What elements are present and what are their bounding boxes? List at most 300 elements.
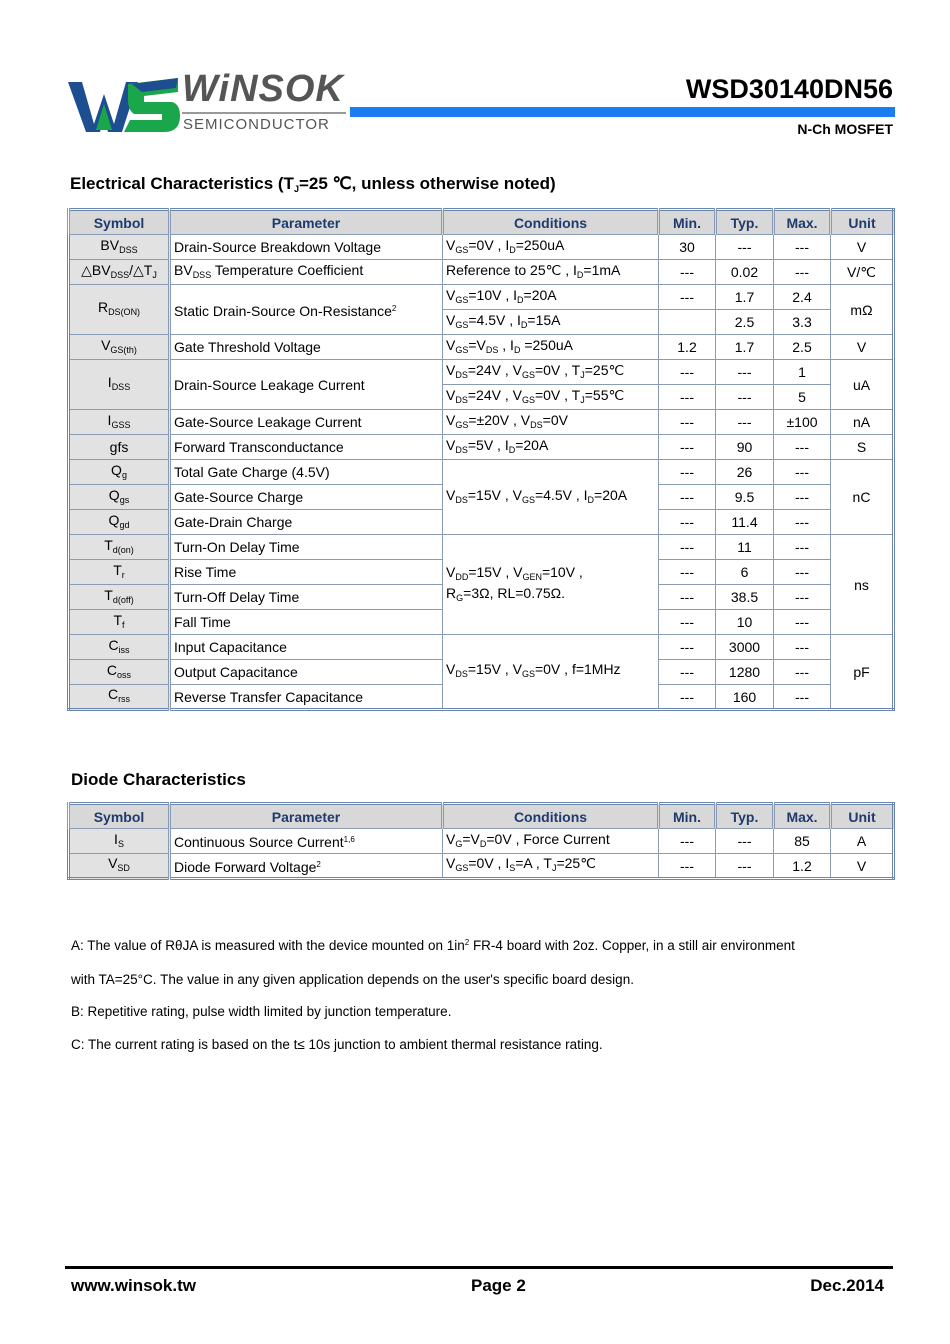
- subscript: D: [576, 269, 584, 280]
- footer-page: Page 2: [471, 1276, 526, 1295]
- text: ---: [680, 614, 694, 630]
- note-a-cont: [71, 972, 634, 987]
- text: Drain-Source Leakage Current: [174, 376, 365, 393]
- table-row: [69, 435, 894, 460]
- subscript: J: [293, 184, 299, 194]
- value-cell: [831, 285, 894, 335]
- value-cell: [716, 385, 774, 410]
- table-row: [69, 535, 894, 560]
- text: I: [107, 411, 112, 428]
- text: C: [108, 636, 119, 653]
- note-b: [71, 1004, 451, 1019]
- text: ---: [680, 514, 694, 530]
- text: Total Gate Charge (4.5V): [174, 464, 330, 480]
- text: ---: [680, 539, 694, 555]
- value-cell: [774, 854, 831, 879]
- text: ---: [680, 414, 694, 430]
- text: =A , T: [515, 855, 552, 871]
- text: BV: [174, 261, 193, 278]
- parameter-cell: [170, 360, 443, 410]
- text: V: [446, 661, 456, 677]
- parameter-cell: [170, 410, 443, 435]
- subscript: GS: [455, 294, 469, 305]
- value-cell: [831, 235, 894, 260]
- value-cell: [831, 535, 894, 635]
- value-cell: [659, 585, 716, 610]
- text: ---: [737, 364, 752, 380]
- value-cell: [659, 635, 716, 660]
- text: 11.4: [731, 514, 758, 530]
- text: ---: [680, 639, 694, 655]
- table-row: [69, 335, 894, 360]
- parameter-cell: [170, 535, 443, 560]
- conditions-cell: [443, 635, 659, 710]
- subscript: G: [456, 592, 464, 603]
- value-cell: [774, 510, 831, 535]
- subscript: D: [513, 344, 521, 355]
- text: =10V , I: [468, 286, 518, 303]
- superscript: 2: [391, 303, 397, 313]
- electrical-title: [70, 174, 556, 194]
- text: 1.7: [734, 339, 755, 355]
- text: 38.5: [730, 589, 759, 605]
- brand-name: WiNSOK: [182, 68, 344, 110]
- footer-website[interactable]: www.winsok.tw: [71, 1276, 196, 1295]
- parameter-cell: [170, 610, 443, 635]
- text: 10: [736, 614, 753, 630]
- text: Turn-Off Delay Time: [174, 589, 300, 605]
- text: I: [107, 374, 112, 390]
- table-row: [69, 360, 894, 385]
- value-cell: [774, 585, 831, 610]
- value-cell: [774, 610, 831, 635]
- value-cell: [659, 610, 716, 635]
- text: 2.4: [792, 289, 812, 305]
- text: Rise Time: [174, 564, 237, 580]
- subscript: r: [121, 569, 125, 580]
- value-cell: [716, 360, 774, 385]
- conditions-cell: [443, 410, 659, 435]
- symbol-cell: [69, 585, 170, 610]
- parameter-cell: [170, 485, 443, 510]
- value-cell: [716, 460, 774, 485]
- value-cell: [659, 360, 716, 385]
- symbol-cell: [69, 610, 170, 635]
- parameter-cell: [170, 854, 443, 879]
- subscript: f: [122, 619, 125, 630]
- parameter-cell: [170, 560, 443, 585]
- subscript: GS: [455, 419, 469, 430]
- value-cell: [716, 235, 774, 260]
- column-header-conditions: Conditions: [443, 804, 659, 829]
- text: ---: [795, 664, 809, 680]
- text: =±20V , V: [468, 411, 531, 428]
- text: Drain-Source Breakdown Voltage: [174, 239, 382, 255]
- subscript: iss: [118, 644, 130, 655]
- column-header-parameter: Parameter: [170, 210, 443, 235]
- text: /△T: [129, 261, 153, 278]
- text: ---: [680, 688, 694, 705]
- subscript: D: [508, 444, 516, 455]
- text: mΩ: [850, 301, 873, 318]
- subscript: rss: [118, 694, 131, 704]
- symbol-cell: [69, 485, 170, 510]
- subscript: DS: [455, 669, 468, 679]
- column-header-max: Max.: [774, 210, 831, 235]
- value-cell: [774, 335, 831, 360]
- subscript: DS: [455, 494, 468, 505]
- subscript: S: [509, 863, 516, 873]
- subscript: G: [455, 838, 463, 849]
- text: =15V , V: [467, 486, 522, 503]
- text: 11: [737, 539, 752, 555]
- text: 5: [798, 389, 806, 405]
- value-cell: [774, 260, 831, 285]
- subscript: S: [117, 838, 124, 849]
- subscript: GS: [521, 394, 535, 405]
- text: Q: [108, 511, 120, 528]
- value-cell: [774, 385, 831, 410]
- value-cell: [659, 854, 716, 879]
- text: ---: [795, 564, 809, 580]
- text: ---: [795, 439, 809, 455]
- parameter-cell: [170, 335, 443, 360]
- value-cell: [659, 660, 716, 685]
- text: =0V , I: [468, 855, 510, 871]
- subscript: GS(th): [110, 344, 137, 355]
- text: nA: [852, 414, 871, 430]
- value-cell: [774, 410, 831, 435]
- subscript: DSS: [192, 269, 212, 280]
- value-cell: [659, 335, 716, 360]
- symbol-cell: [69, 460, 170, 485]
- value-cell: [774, 635, 831, 660]
- text: ---: [680, 664, 694, 680]
- conditions-cell: [443, 829, 659, 854]
- text: V: [446, 386, 456, 403]
- subscript: d(on): [112, 544, 134, 555]
- subscript: J: [580, 369, 585, 380]
- text: =24V , V: [467, 386, 522, 403]
- text: nC: [852, 489, 871, 505]
- text: ---: [680, 489, 694, 505]
- text: ---: [680, 389, 694, 405]
- text: =20A: [523, 286, 557, 303]
- subscript: DD: [455, 571, 469, 582]
- text: =250uA: [520, 336, 574, 353]
- text: V: [856, 857, 867, 874]
- value-cell: [774, 685, 831, 710]
- text: V: [446, 336, 456, 353]
- text: ---: [680, 464, 694, 480]
- symbol-cell: [69, 560, 170, 585]
- value-cell: [716, 685, 774, 710]
- text: V/℃: [847, 264, 876, 280]
- value-cell: [659, 829, 716, 854]
- text: ---: [737, 833, 752, 849]
- conditions-cell: [443, 360, 659, 385]
- text: FR-4 board with 2oz. Copper, in a still air environment: [469, 938, 795, 953]
- parameter-cell: [170, 635, 443, 660]
- text: V: [446, 286, 456, 303]
- text: 1.7: [734, 289, 755, 305]
- value-cell: [716, 560, 774, 585]
- parameter-cell: [170, 660, 443, 685]
- value-cell: [659, 260, 716, 285]
- text: =V: [462, 830, 480, 847]
- subscript: J: [551, 863, 557, 873]
- text: Q: [108, 486, 120, 503]
- subscript: GS: [521, 369, 535, 380]
- footer-date: Dec.2014: [810, 1276, 884, 1295]
- text: Output Capacitance: [174, 664, 298, 680]
- text: 30: [679, 239, 695, 255]
- symbol-cell: [69, 854, 170, 879]
- text: Diode Characteristics: [71, 770, 246, 789]
- text: Gate-Source Leakage Current: [174, 414, 362, 430]
- subscript: D: [479, 838, 487, 849]
- value-cell: [716, 535, 774, 560]
- symbol-cell: [69, 635, 170, 660]
- subscript: oss: [117, 669, 132, 680]
- text: ---: [680, 289, 694, 305]
- value-cell: [831, 460, 894, 535]
- subscript: DS: [455, 444, 468, 455]
- conditions-cell: [443, 854, 659, 879]
- subscript: DSS: [111, 382, 131, 392]
- value-cell: [716, 285, 774, 310]
- conditions-cell: [443, 435, 659, 460]
- conditions-cell: [443, 335, 659, 360]
- subscript: GS: [521, 494, 535, 505]
- text: Input Capacitance: [174, 639, 287, 655]
- superscript: 1,6: [343, 835, 355, 844]
- value-cell: [716, 485, 774, 510]
- winsok-logo: [68, 68, 348, 136]
- text: ---: [680, 857, 694, 874]
- text: =1mA: [583, 261, 621, 278]
- text: 0.02: [730, 264, 759, 280]
- symbol-cell: [69, 829, 170, 854]
- subscript: J: [580, 394, 585, 405]
- text: =4.5V , I: [534, 486, 588, 503]
- text: =4.5V , I: [468, 311, 521, 328]
- text: gfs: [109, 439, 129, 455]
- parameter-cell: [170, 829, 443, 854]
- header-row: [69, 210, 894, 235]
- text: Static Drain-Source On-Resistance: [174, 302, 392, 319]
- value-cell: [659, 310, 716, 335]
- text: 1.2: [792, 857, 812, 874]
- text: =0V , I: [468, 236, 510, 253]
- conditions-cell: [443, 285, 659, 310]
- subscript: GS: [455, 863, 469, 873]
- text: ---: [737, 414, 752, 430]
- value-cell: [659, 560, 716, 585]
- superscript: 2: [316, 859, 321, 869]
- value-cell: [774, 360, 831, 385]
- text: Gate-Source Charge: [174, 489, 304, 505]
- symbol-cell: [69, 410, 170, 435]
- text: V: [446, 830, 456, 847]
- value-cell: [659, 435, 716, 460]
- text: =24V , V: [467, 361, 522, 378]
- text: =250uA: [515, 236, 565, 253]
- column-header-symbol: Symbol: [69, 804, 170, 829]
- text: =0V , T: [534, 361, 581, 378]
- text: =5V , I: [467, 436, 509, 453]
- table-row: [69, 260, 894, 285]
- subscript: gs: [119, 494, 130, 505]
- subscript: J: [152, 269, 157, 280]
- text: I: [114, 830, 118, 847]
- text: V: [108, 855, 118, 871]
- subscript: d(off): [112, 594, 134, 605]
- value-cell: [716, 635, 774, 660]
- value-cell: [659, 460, 716, 485]
- text: =0V , T: [534, 386, 581, 403]
- text: ---: [680, 264, 694, 280]
- conditions-cell: [443, 535, 659, 635]
- value-cell: [774, 235, 831, 260]
- value-cell: [774, 829, 831, 854]
- text: V: [446, 361, 456, 378]
- value-cell: [716, 310, 774, 335]
- text: ---: [795, 589, 809, 605]
- conditions-cell: [443, 385, 659, 410]
- text: Continuous Source Current: [174, 834, 344, 850]
- column-header-min: Min.: [659, 210, 716, 235]
- table-row: [69, 410, 894, 435]
- value-cell: [831, 410, 894, 435]
- symbol-cell: [69, 510, 170, 535]
- value-cell: [716, 854, 774, 879]
- text: =15V , V: [467, 661, 522, 677]
- symbol-cell: [69, 435, 170, 460]
- value-cell: [831, 854, 894, 879]
- parameter-cell: [170, 685, 443, 710]
- text: Reverse Transfer Capacitance: [174, 688, 364, 705]
- text: with TA=25°C. The value in any given application depends on the user's specific board design.: [71, 972, 634, 987]
- text: Fall Time: [174, 614, 231, 630]
- value-cell: [659, 410, 716, 435]
- text: =20A: [515, 436, 549, 453]
- note-a: [71, 938, 795, 953]
- value-cell: [716, 260, 774, 285]
- text: 3000: [728, 639, 761, 655]
- text: 90: [736, 439, 753, 455]
- subscript: DS: [485, 344, 499, 355]
- text: Reference to 25℃ , I: [446, 261, 577, 278]
- text: Gate-Drain Charge: [174, 514, 293, 530]
- text: V: [446, 486, 456, 503]
- text: S: [856, 439, 867, 455]
- subscript: DS: [530, 419, 543, 430]
- parameter-cell: [170, 285, 443, 335]
- text: =0V , f=1MHz: [534, 661, 621, 677]
- text: ---: [680, 589, 694, 605]
- value-cell: [716, 410, 774, 435]
- text: Q: [111, 461, 122, 478]
- conditions-cell: [443, 460, 659, 535]
- symbol-cell: [69, 535, 170, 560]
- text: T: [113, 561, 122, 578]
- symbol-cell: [69, 685, 170, 710]
- header-row: [69, 804, 894, 829]
- part-number: WSD30140DN56: [685, 74, 893, 104]
- value-cell: [774, 485, 831, 510]
- value-cell: [831, 829, 894, 854]
- text: V: [446, 411, 456, 428]
- text: ---: [680, 439, 694, 455]
- value-cell: [831, 360, 894, 410]
- text: V: [446, 855, 456, 871]
- text: T: [113, 611, 123, 628]
- text: BV: [100, 236, 120, 253]
- text: ---: [795, 464, 809, 480]
- text: 2.5: [734, 314, 755, 330]
- text: ±100: [786, 414, 818, 430]
- text: uA: [852, 376, 871, 393]
- text: ---: [795, 514, 809, 530]
- text: ---: [795, 239, 809, 255]
- value-cell: [774, 460, 831, 485]
- text: V: [446, 563, 456, 580]
- value-cell: [716, 510, 774, 535]
- value-cell: [659, 485, 716, 510]
- subscript: gd: [119, 519, 130, 530]
- text: C: [106, 661, 118, 678]
- subscript: D: [517, 294, 524, 305]
- text: T: [104, 536, 113, 553]
- text: 160: [732, 688, 757, 705]
- diode-title: [71, 770, 246, 790]
- value-cell: [774, 660, 831, 685]
- parameter-cell: [170, 260, 443, 285]
- text: pF: [853, 663, 870, 680]
- text: 85: [794, 833, 810, 849]
- text: 2.5: [792, 339, 812, 355]
- symbol-cell: [69, 360, 170, 410]
- parameter-cell: [170, 585, 443, 610]
- text: ---: [795, 264, 809, 280]
- value-cell: [659, 285, 716, 310]
- value-cell: [716, 610, 774, 635]
- value-cell: [659, 235, 716, 260]
- text: ---: [795, 614, 809, 630]
- device-type: N-Ch MOSFET: [797, 121, 893, 137]
- text: 1280: [728, 664, 761, 680]
- column-header-parameter: Parameter: [170, 804, 443, 829]
- value-cell: [774, 285, 831, 310]
- text: =15V , V: [468, 563, 523, 580]
- column-header-unit: Unit: [831, 804, 894, 829]
- text: =0V , Force Current: [486, 830, 610, 847]
- text: 3.3: [792, 314, 812, 330]
- column-header-min: Min.: [659, 804, 716, 829]
- value-cell: [831, 435, 894, 460]
- column-header-max: Max.: [774, 804, 831, 829]
- conditions-cell: [443, 310, 659, 335]
- subscript: GS: [455, 319, 469, 330]
- parameter-cell: [170, 460, 443, 485]
- text: R: [97, 299, 109, 315]
- text: V: [856, 339, 867, 355]
- text: ---: [737, 857, 752, 874]
- note-c: [71, 1037, 603, 1052]
- symbol-cell: [69, 335, 170, 360]
- subscript: GS: [455, 244, 469, 255]
